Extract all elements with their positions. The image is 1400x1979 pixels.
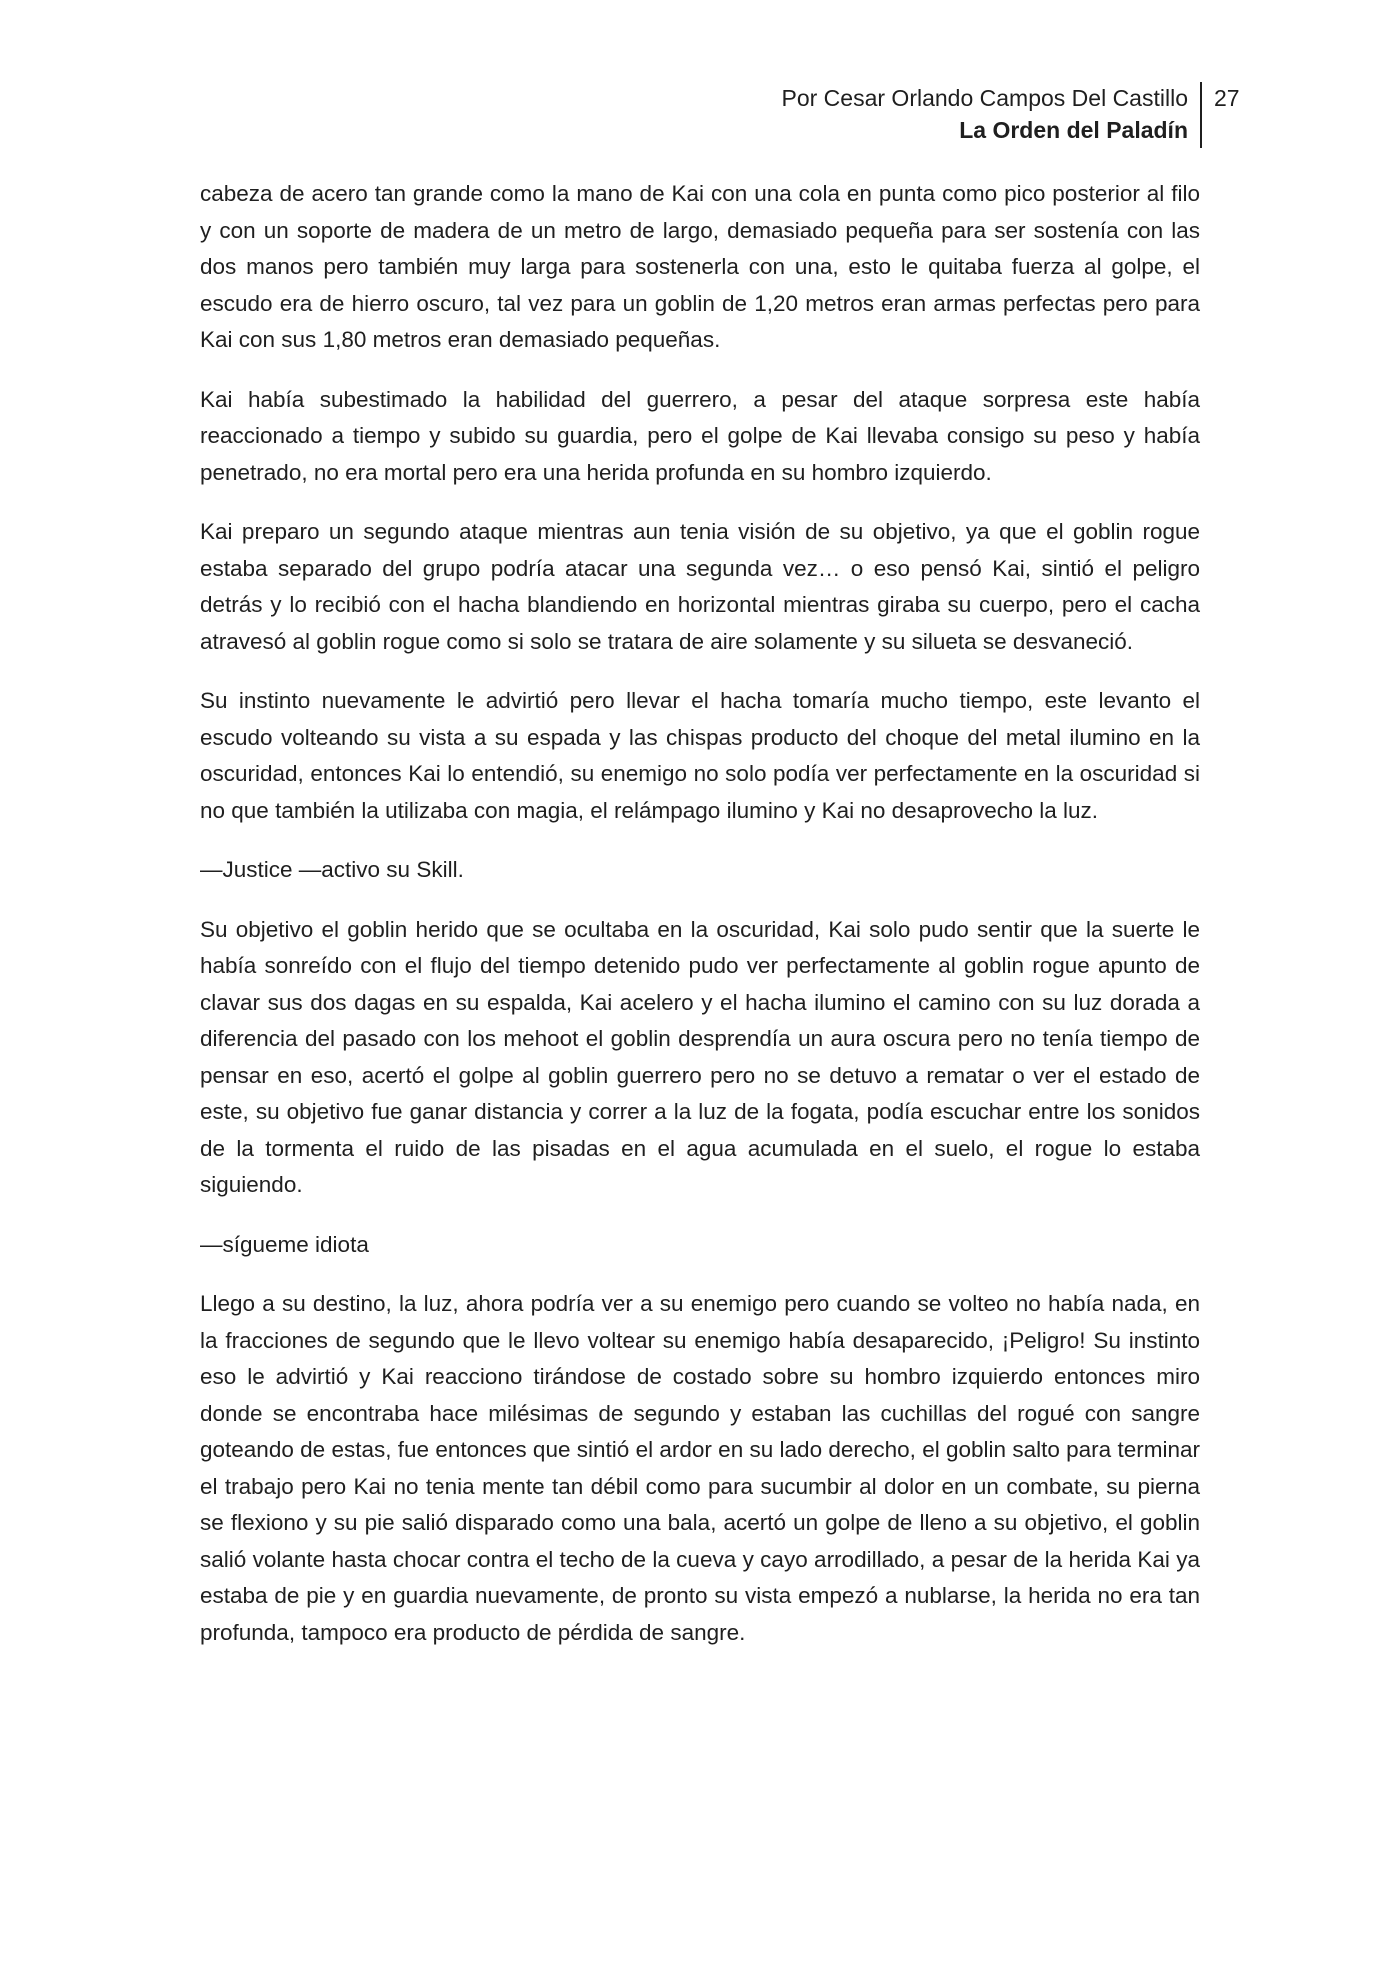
body-text [200,176,1200,1674]
paragraph: Su instinto nuevamente le advirtió pero llevar el hacha tomaría mucho tiempo, este levanto el escudo volteando su vista a su espada y las chispas producto del choque del metal ilumino en la oscuridad, entonces Kai lo entendió, su enemigo no solo podía ver perfectamente en la oscuridad si no que también la utilizaba con magia, el relámpago ilumino y Kai no desaprovecho la luz. [200,688,1200,823]
paragraph: Kai había subestimado la habilidad del guerrero, a pesar del ataque sorpresa este había reaccionado a tiempo y subido su guardia, pero el golpe de Kai llevaba consigo su peso y había penetrado, no era mortal pero era una herida profunda en su hombro izquierdo. [200,386,1200,485]
paragraph: Su objetivo el goblin herido que se ocultaba en la oscuridad, Kai solo pudo sentir que la suerte le había sonreído con el flujo del tiempo detenido pudo ver perfectamente al goblin rogue apunto de clavar sus dos dagas en su espalda, Kai acelero y el hacha ilumino el camino con su luz dorada a diferencia del pasado con los mehoot el goblin desprendía un aura oscura pero no tenía tiempo de pensar en eso, acertó el golpe al goblin guerrero pero no se detuvo a rematar o ver el estado de este, su objetivo fue ganar distancia y correr a la luz de la fogata, podía escuchar entre los sonidos de la tormenta el ruido de las pisadas en el agua acumulada en el suelo, el rogue lo estaba siguiendo. [200,916,1200,1197]
paragraph: cabeza de acero tan grande como la mano de Kai con una cola en punta como pico posterior al filo y con un soporte de madera de un metro de largo, demasiado pequeña para ser sostenía con las dos manos pero también muy larga para sostenerla con una, esto le quitaba fuerza al golpe, el escudo era de hierro oscuro, tal vez para un goblin de 1,20 metros eran armas perfectas pero para Kai con sus 1,80 metros eran demasiado pequeñas. [200,181,1200,352]
paragraph: Kai preparo un segundo ataque mientras aun tenia visión de su objetivo, ya que el goblin rogue estaba separado del grupo podría atacar una segunda vez… o eso pensó Kai, sintió el peligro detrás y lo recibió con el hacha blandiendo en horizontal mientras giraba su cuerpo, pero el cacha atravesó al goblin rogue como si solo se tratara de aire solamente y su silueta se desvaneció. [200,519,1200,654]
page-number: 27 [1214,85,1240,111]
header-author: Por Cesar Orlando Campos Del Castillo [781,85,1188,111]
dialogue-line: —Justice —activo su Skill. [200,857,464,882]
paragraph: Llego a su destino, la luz, ahora podría ver a su enemigo pero cuando se volteo no había nada, en la fracciones de segundo que le llevo voltear su enemigo había desaparecido, ¡Peligro! Su instinto eso le advirtió y Kai reacciono tirándose de costado sobre su hombro izquierdo entonces miro donde se encontraba hace milésimas de segundo y estaban las cuchillas del rogué con sangre goteando de estas, fue entonces que sintió el ardor en su lado derecho, el goblin salto para terminar el trabajo pero Kai no tenia mente tan débil como para sucumbir al dolor en un combate, su pierna se flexiono y su pie salió disparado como una bala, acertó un golpe de lleno a su objetivo, el goblin salió volante hasta chocar contra el techo de la cueva y cayo arrodillado, a pesar de la herida Kai ya estaba de pie y en guardia nuevamente, de pronto su vista empezó a nublarse, la herida no era tan profunda, tampoco era producto de pérdida de sangre. [200,1291,1200,1645]
header-book-title: La Orden del Paladín [959,117,1188,143]
page-header [600,82,1202,148]
dialogue-line: —sígueme idiota [200,1231,369,1257]
